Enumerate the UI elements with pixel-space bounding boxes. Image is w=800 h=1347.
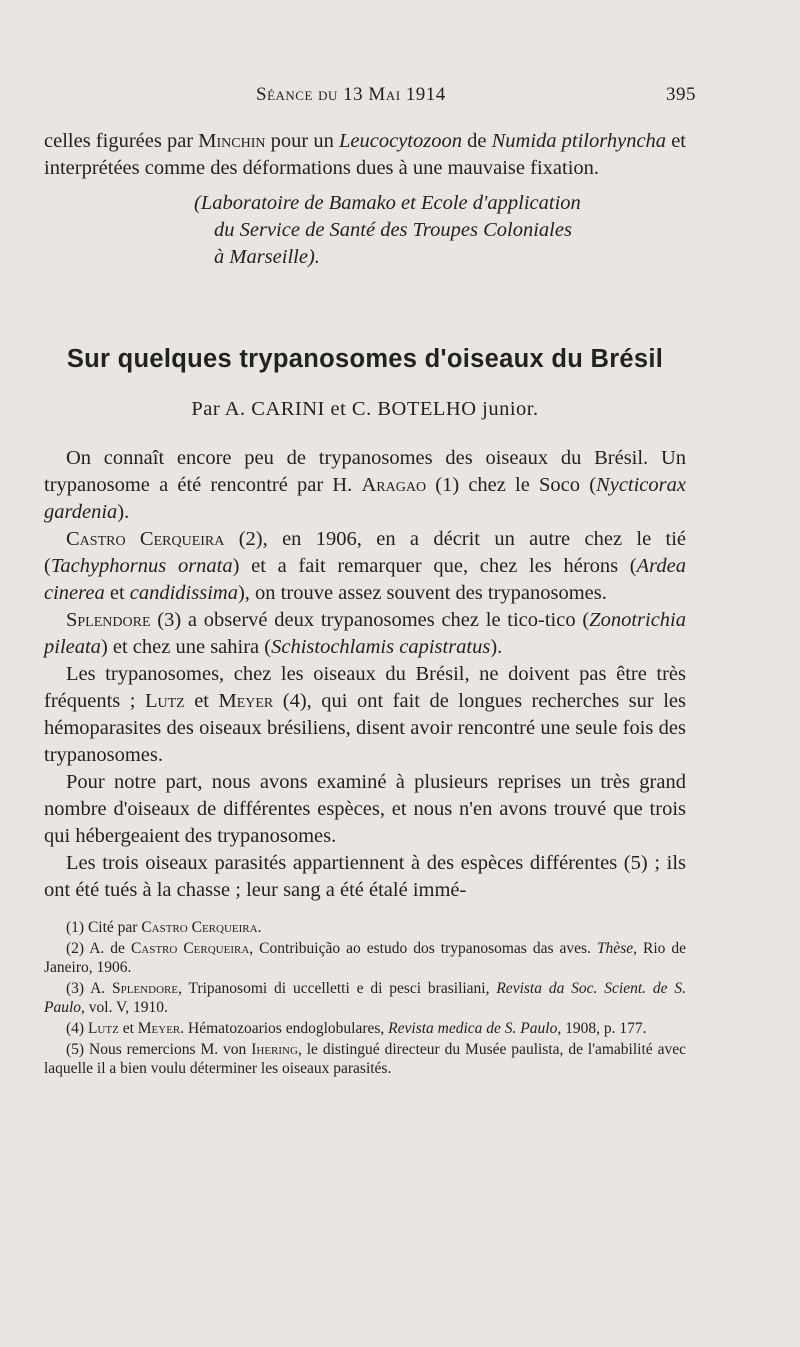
author-name: Ihering: [251, 1041, 298, 1058]
affiliation-line: du Service de Santé des Troupes Coloniales: [214, 219, 572, 241]
species-name: Tachyphornus ornata: [50, 555, 233, 577]
text-run: , Tripanosomi di uccelletti e di pesci brasiliani,: [178, 980, 497, 997]
affiliation-line: (Laboratoire de Bamako et Ecole d'application: [194, 192, 581, 214]
text-run: ) et chez une sahira (: [100, 636, 272, 658]
author-name: Meyer: [218, 690, 274, 712]
footnotes: [44, 918, 686, 1078]
text-run: (4): [66, 1020, 88, 1037]
text-run: , vol. V, 1910.: [81, 999, 168, 1016]
genus-name: Leucocytozoon: [339, 130, 462, 152]
species-name: Numida ptilorhyncha: [491, 130, 667, 152]
text-run: . Hématozoarios endoglobulares,: [180, 1020, 389, 1037]
footnote-4: [44, 1019, 686, 1038]
species-name: Schistochlamis capistratus: [271, 636, 491, 658]
italic-run: Thèse: [596, 940, 634, 957]
byline: Par A. CARINI et C. BOTELHO junior.: [191, 398, 539, 420]
author-name: Lutz: [87, 1020, 119, 1037]
text-run: ).: [490, 636, 503, 658]
paragraph-3: [44, 607, 686, 661]
text-run: et interprétées comme des déformations dues à une mauvaise fixation.: [44, 130, 686, 179]
running-head-title: Séance du 13 Mai 1914: [256, 84, 446, 105]
text-run: (4), qui ont fait de longues recherches sur les hémoparasites des oiseaux brésiliens, disent avoir rencontré une seule fois des trypanosomes.: [44, 690, 686, 766]
species-name: candidissima: [129, 582, 238, 604]
text-run: celles figurées par: [44, 130, 199, 152]
text-run: et: [118, 1020, 138, 1037]
text-run: (3) a observé deux trypanosomes chez le tico-tico (: [150, 609, 590, 631]
article-title: Sur quelques trypanosomes d'oiseaux du Brésil: [66, 345, 664, 373]
author-name: Minchin: [198, 130, 266, 152]
text-run: , Contribuição ao estudo dos trypanosomas das aves.: [249, 940, 597, 957]
text-run: Les trypanosomes, chez les oiseaux du Brésil, ne doivent pas être très fréquents ;: [44, 663, 686, 712]
page-body: [44, 128, 686, 1080]
text-run: , 1908, p. 177.: [557, 1020, 647, 1037]
footnote-2: [44, 939, 686, 977]
text-run: (5) Nous remercions M. von: [66, 1041, 252, 1058]
author-name: Splendore: [112, 980, 179, 997]
text-run: pour un: [265, 130, 339, 152]
paragraph-5: Pour notre part, nous avons examiné à plusieurs reprises un très grand nombre d'oiseaux de différentes espèces, et nous n'en avons trouvé que trois qui hébergeaient des trypanosomes.: [44, 771, 686, 847]
footnote-3: [44, 979, 686, 1017]
species-name: Ardea cinerea: [44, 555, 686, 604]
author-name: Castro Cerqueira: [66, 528, 225, 550]
paragraph-1: [44, 445, 686, 526]
text-run: .: [257, 919, 262, 936]
footnote-5: [44, 1040, 686, 1078]
text-run: et: [104, 582, 130, 604]
page-number: 395: [666, 84, 696, 105]
journal-name: Revista da Soc. Scient. de S. Paulo: [44, 980, 686, 1016]
author-name: Castro Cerqueira: [130, 940, 250, 957]
text-run: , le distingué directeur du Musée paulista, de l'amabilité avec laquelle il a bien voulu déterminer les oiseaux parasités.: [44, 1041, 686, 1077]
paragraph-6: Les trois oiseaux parasités appartiennent à des espèces différentes (5) ; ils ont été tués à la chasse ; leur sang a été étalé immé-: [44, 852, 686, 901]
text-run: ).: [117, 501, 130, 523]
continuation-paragraph: [44, 128, 686, 182]
affiliation-line: à Marseille).: [214, 246, 320, 268]
species-name: Zonotrichia pileata: [44, 609, 686, 658]
footnote-1: [44, 918, 686, 937]
text-run: de: [461, 130, 492, 152]
author-name: Meyer: [137, 1020, 181, 1037]
journal-name: Revista medica de S. Paulo: [388, 1020, 558, 1037]
paragraph-4: [44, 661, 686, 769]
paragraph-2: [44, 526, 686, 607]
text-run: ) et a fait remarquer que, chez les hérons (: [232, 555, 637, 577]
text-run: (2), en 1906, en a décrit un autre chez le tié (: [44, 528, 686, 577]
text-run: On connaît encore peu de trypanosomes des oiseaux du Brésil. Un trypanosome a été rencontré par H.: [44, 447, 686, 496]
text-run: (1) chez le Soco (: [426, 474, 597, 496]
species-name: Nycticorax gardenia: [44, 474, 686, 523]
author-name: Splendore: [66, 609, 151, 631]
text-run: (2) A. de: [66, 940, 131, 957]
author-name: Castro Cerqueira: [141, 919, 258, 936]
text-run: et: [184, 690, 219, 712]
affiliation: [194, 190, 686, 271]
text-run: (1) Cité par: [66, 919, 142, 936]
author-name: Aragao: [361, 474, 427, 496]
text-run: , Rio de Janeiro, 1906.: [44, 940, 687, 976]
text-run: (3) A.: [66, 980, 112, 997]
author-name: Lutz: [144, 690, 185, 712]
text-run: ), on trouve assez souvent des trypanosomes.: [237, 582, 607, 604]
